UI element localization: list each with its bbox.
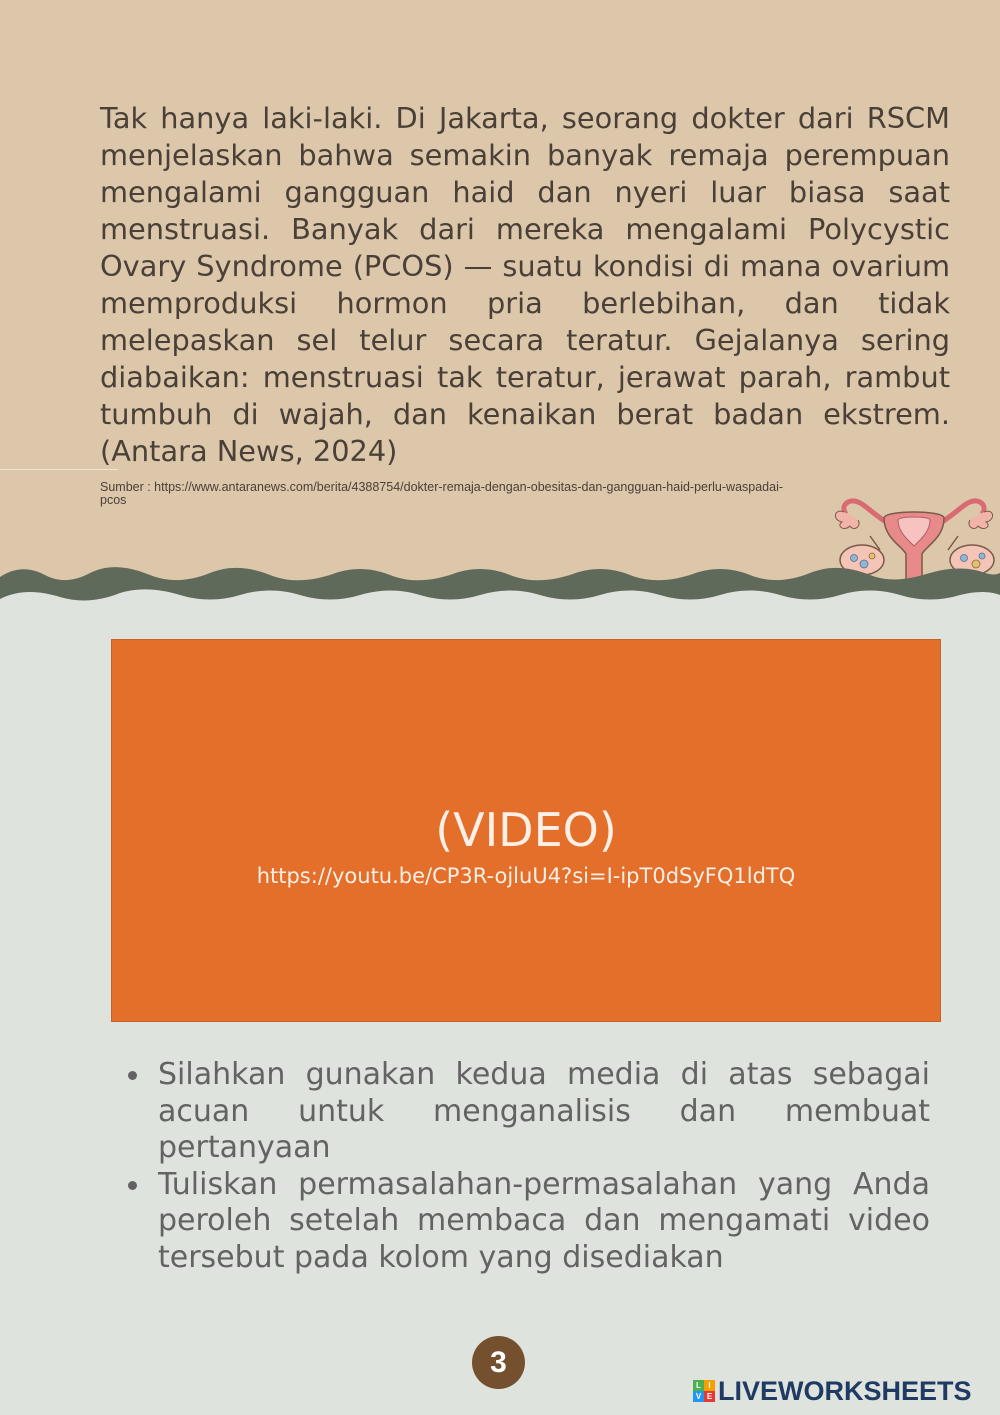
logo-tile-i: I	[704, 1380, 715, 1391]
video-label: (VIDEO)	[435, 803, 617, 857]
liveworksheets-logo-icon	[693, 1380, 715, 1402]
liveworksheets-logo[interactable]	[693, 1374, 972, 1408]
instruction-text: Tuliskan permasalahan-permasalahan yang Anda peroleh setelah membaca dan mengamati video tersebut pada kolom yang disediakan	[158, 1166, 930, 1275]
instruction-item	[128, 1057, 930, 1167]
instruction-item	[128, 1167, 930, 1277]
instruction-text: Silahkan gunakan kedua media di atas sebagai acuan untuk menganalisis dan membuat pertanyaan	[158, 1057, 930, 1165]
source-citation: Sumber : https://www.antaranews.com/berita/4388754/dokter-remaja-dengan-obesitas-dan-gangguan-haid-perlu-waspadai-pcos	[100, 480, 784, 507]
logo-tile-l: L	[693, 1380, 704, 1391]
video-placeholder[interactable]	[111, 639, 941, 1022]
instruction-list	[128, 1057, 930, 1276]
logo-tile-e: E	[704, 1391, 715, 1402]
article-paragraph: Tak hanya laki-laki. Di Jakarta, seorang dokter dari RSCM menjelaskan bahwa semakin banyak remaja perempuan mengalami gangguan haid dan nyeri luar biasa saat menstruasi. Banyak dari mereka mengalami Polycystic Ovary Syndrome (PCOS) — suatu kondisi di mana ovarium memproduksi hormon pria berlebihan, dan tidak melepaskan sel telur secara teratur. Gejalanya sering diabaikan: menstruasi tak teratur, jerawat parah, rambut tumbuh di wajah, dan kenaikan berat badan ekstrem. (Antara News, 2024)	[100, 101, 950, 468]
bullet-dot-icon	[128, 1071, 137, 1080]
logo-tile-v: V	[693, 1391, 704, 1402]
wave-divider	[0, 545, 1000, 625]
divider-line	[0, 469, 118, 470]
page-number: 3	[472, 1336, 525, 1389]
bullet-dot-icon	[128, 1181, 137, 1190]
video-link[interactable]: https://youtu.be/CP3R-ojluU4?si=I-ipT0dSyFQ1ldTQ	[256, 864, 796, 888]
brand-name: LIVEWORKSHEETS	[718, 1375, 972, 1406]
